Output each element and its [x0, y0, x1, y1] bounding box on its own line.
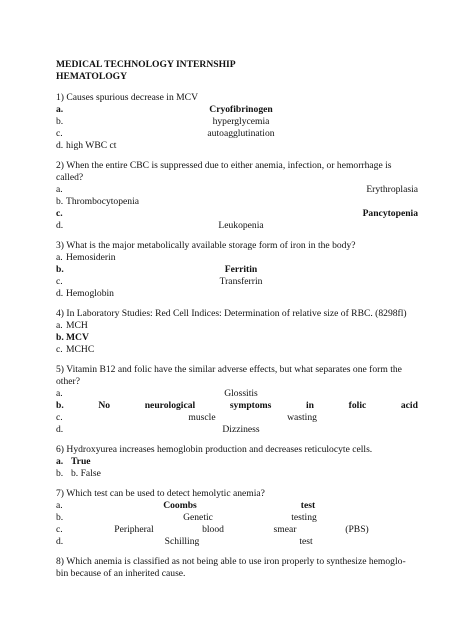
option-text: Thrombocytopenia [66, 196, 139, 207]
option-text: Glossitis [224, 388, 258, 399]
option-word: Schilling [164, 536, 200, 547]
option-word: acid [400, 400, 418, 411]
option-word: Genetic [183, 512, 213, 523]
question-stem [56, 160, 418, 172]
option-text: high WBC ct [66, 140, 117, 151]
option-letter: b. [56, 332, 64, 343]
option-letter: b. [56, 468, 64, 479]
question-stem: 4) In Laboratory Studies: Red Cell Indices: Determination of relative size of RBC. (8298fl) [56, 308, 407, 319]
option-text: Erythroplasia [366, 184, 418, 195]
option-word: folic [348, 400, 367, 411]
option-text: MCV [66, 332, 89, 343]
option-text: b. False [71, 468, 101, 479]
option-word: blood [202, 524, 224, 535]
option-word: Peripheral [114, 524, 154, 535]
option-letter: a. [56, 104, 64, 115]
option-word: testing [291, 512, 317, 523]
option-letter: d. [56, 288, 64, 299]
option-letter: c. [56, 128, 63, 139]
option-letter: a. [56, 320, 63, 331]
option-text: Cryofibrinogen [209, 104, 273, 115]
option-letter: b. [56, 196, 64, 207]
question-stem: 1) Causes spurious decrease in MCV [56, 92, 199, 103]
option-text: Dizziness [222, 424, 260, 435]
option-word: muscle [188, 412, 216, 423]
option-letter: d. [56, 140, 64, 151]
option-letter: b. [56, 512, 64, 523]
option-letter: c. [56, 276, 63, 287]
stem-line: 2) When the entire CBC is suppressed due to either anemia, infection, or hemorrhage is [56, 160, 392, 171]
option-letter: c. [56, 524, 63, 535]
option-word: test [300, 500, 316, 511]
option-letter: b. [56, 400, 64, 411]
question-stem: 5) Vitamin B12 and folic have the similar adverse effects, but what separates one form the [56, 364, 402, 375]
question-stem: 3) What is the major metabolically available storage form of iron in the body? [56, 240, 356, 251]
option-text: Leukopenia [218, 220, 264, 231]
doc-subtitle: HEMATOLOGY [56, 71, 128, 82]
option-letter: c. [56, 344, 63, 355]
option-letter: b. [56, 264, 64, 275]
option-letter: d. [56, 220, 64, 231]
option-word: wasting [287, 412, 317, 423]
option-text: Transferrin [219, 276, 263, 287]
option-text: Hemosiderin [66, 252, 116, 263]
question-stem-cont: called? [56, 172, 84, 183]
question-stem-cont: other? [56, 376, 80, 387]
option-text: autoagglutination [207, 128, 275, 139]
option-text: hyperglycemia [212, 116, 270, 127]
option-word: test [299, 536, 313, 547]
option-word: Coombs [163, 500, 197, 511]
question-stem: 8) Which anemia is classified as not being able to use iron properly to synthesize hemoglo- [56, 556, 406, 567]
question-stem-cont: bin because of an inherited cause. [56, 568, 186, 579]
option-text: MCH [66, 320, 88, 331]
option-letter: a. [56, 456, 64, 467]
option-text: True [71, 456, 91, 467]
option-row-b [56, 400, 418, 412]
option-text: Ferritin [224, 264, 258, 275]
option-letter: c. [56, 208, 63, 219]
option-word: (PBS) [345, 524, 369, 535]
option-letter: a. [56, 184, 63, 195]
option-word: No [98, 400, 111, 411]
question-stem: 6) Hydroxyurea increases hemoglobin production and decreases reticulocyte cells. [56, 444, 373, 455]
option-letter: c. [56, 412, 63, 423]
question-stem: 7) Which test can be used to detect hemolytic anemia? [56, 488, 265, 499]
option-text: MCHC [66, 344, 95, 355]
option-letter: d. [56, 536, 64, 547]
option-letter: d. [56, 424, 64, 435]
option-text: Hemoglobin [66, 288, 114, 299]
option-letter: a. [56, 252, 63, 263]
option-word: smear [273, 524, 297, 535]
option-word: symptoms [229, 400, 272, 411]
option-letter: b. [56, 116, 64, 127]
option-text: Pancytopenia [362, 208, 418, 219]
option-letter: a. [56, 388, 63, 399]
option-word: neurological [144, 400, 196, 411]
doc-title: MEDICAL TECHNOLOGY INTERNSHIP [56, 59, 236, 70]
option-letter: a. [56, 500, 63, 511]
option-word: in [306, 400, 315, 411]
